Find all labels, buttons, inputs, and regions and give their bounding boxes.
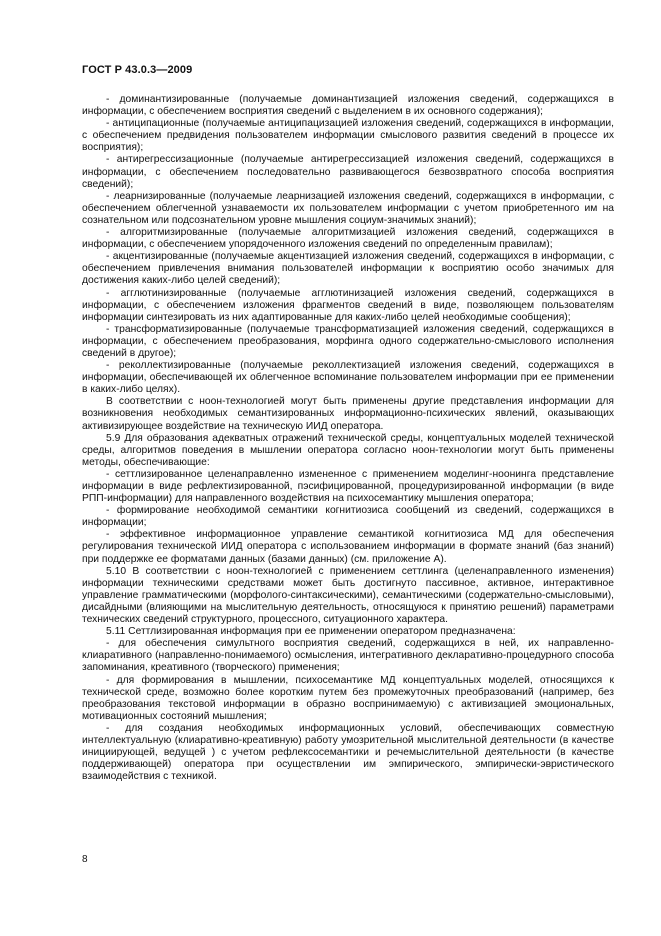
paragraph-3: - антирегрессизационные (получаемые антирегрессизацией изложения сведений, содержащихся в информации, с обеспечением последовательно развивающегося безвозвратного способа восприятия сведений); [82, 154, 614, 190]
paragraph-11: 5.9 Для образования адекватных отражений технической среды, концептуальных моделей технической среды, алгоритмов поведения в мышлении оператора согласно ноон-технологии могут быть применены методы, обеспечивающие: [82, 432, 614, 468]
paragraph-14: - эффективное информационное управление семантикой когнитиозиса МД для обеспечения регулирования технической ИИД оператора с использованием информации в формате знаний (баз знаний) при поддержке ее форматами данных (базами данных) (см. приложение А). [82, 529, 614, 565]
paragraph-12: - сеттлизированное целенаправленно измененное с применением моделинг-ноонинга представление информации в виде рефлектизированной, пэсифицированной, процедуризированной информации (в виде РПП-информации) для направленного воздействия на психосемантику мышления оператора; [82, 468, 614, 505]
paragraph-1: - доминантизированные (получаемые доминантизацией изложения сведений, содержащихся в информации, с обеспечением восприятия сведений с выделением в их основного содержания); [82, 94, 614, 118]
paragraph-7: - агглютинизированные (получаемые агглютинизацией изложения сведений, содержащихся в информации, с обеспечением изложения фрагментов сведений в виде, позволяющем пользователям информации синтезировать из них адаптированные для каких-либо целей необходимые сообщения); [82, 287, 614, 323]
paragraph-10: В соответствии с ноон-технологией могут быть применены другие представления информации для возникновения необходимых семантизированных информационно-психических явлений, оказывающих активизирующее воздействие на техническую ИИД оператора. [82, 396, 614, 432]
paragraph-13: - формирование необходимой семантики когнитиозиса сообщений из сведений, содержащихся в информации; [82, 505, 614, 529]
page-number: 8 [82, 854, 88, 865]
paragraph-8: - трансформатизированные (получаемые трансформатизацией изложения сведений, содержащихся в информации, с обеспечением преобразования, морфинга одного содержательно-смыслового исполнения сведений в другое); [82, 323, 614, 359]
paragraph-4: - леарнизированные (получаемые леарнизацией изложения сведений, содержащихся в информации, с обеспечением облегченной узнаваемости их пользователем информации с учетом приобретенного им на сознательном или подсознательном уровне мышления социум-значимых знаний); [82, 190, 614, 226]
page-header: ГОСТ Р 43.0.3—2009 [82, 64, 193, 76]
paragraph-19: - для создания необходимых информационных условий, обеспечивающих совместную интеллектуальную (клиаративно-креативную) работу умозрительной мыслительной деятельности (в качестве инициирующей, ведущей ) с учетом рефлексосемантики и речемыслительной деятельности (в качестве поддерживающей) оператора при осуществлении им эмпирического, эмпирически-эвристического взаимодействия с техникой. [82, 722, 614, 783]
document-body [82, 94, 614, 783]
paragraph-16: 5.11 Сеттлизированная информация при ее применении оператором предназначена: [106, 626, 516, 638]
paragraph-6: - акцентизированные (получаемые акцентизацией изложения сведений, содержащихся в информации, с обеспечением привлечения внимания пользователей информации к восприятию особо значимых для достижения каких-либо целей сведений); [82, 251, 614, 287]
paragraph-18: - для формирования в мышлении, психосемантике МД концептуальных моделей, относящихся к технической среде, возможно более коротким путем без промежуточных преобразований (например, без преобразования текстовой информации в образно воспринимаемую) с активизацией эмоциональных, мотивационных состояний мышления; [82, 674, 614, 722]
paragraph-17: - для обеспечения симультного восприятия сведений, содержащихся в ней, их направленно-клиаративного (направленно-понимаемого) осмысления, интегративного декларативно-процедурного способа запоминания, креативного (творческого) применения; [82, 638, 614, 674]
paragraph-5: - алгоритмизированные (получаемые алгоритмизацией изложения сведений, содержащихся в информации, с обеспечением упорядоченного изложения сведений по определенным правилам); [82, 227, 614, 251]
paragraph-2: - антиципационные (получаемые антиципацизацией изложения сведений, содержащихся в информации, с обеспечением предвидения пользователем информации смыслового развития сведений в процессе их восприятия); [82, 118, 614, 154]
paragraph-15: 5.10 В соответствии с ноон-технологией с применением сеттлинга (целенаправленного изменения) информации техническими средствами может быть достигнуто пассивное, активное, интерактивное управление грамматическими (морфолого-синтаксическими), семантическими (содержательно-смысловыми), дисайдными (влияющими на мыслительную деятельность, относящуюся к принятию решений) параметрами технических сведений структурного, процессного, ситуационного характера. [82, 565, 614, 626]
paragraph-9: - реколлектизированные (получаемые реколлектизацией изложения сведений, содержащихся в информации, обеспечивающей их облегченное вспоминание пользователем информации при ее применении в каких-либо целях). [82, 360, 614, 396]
